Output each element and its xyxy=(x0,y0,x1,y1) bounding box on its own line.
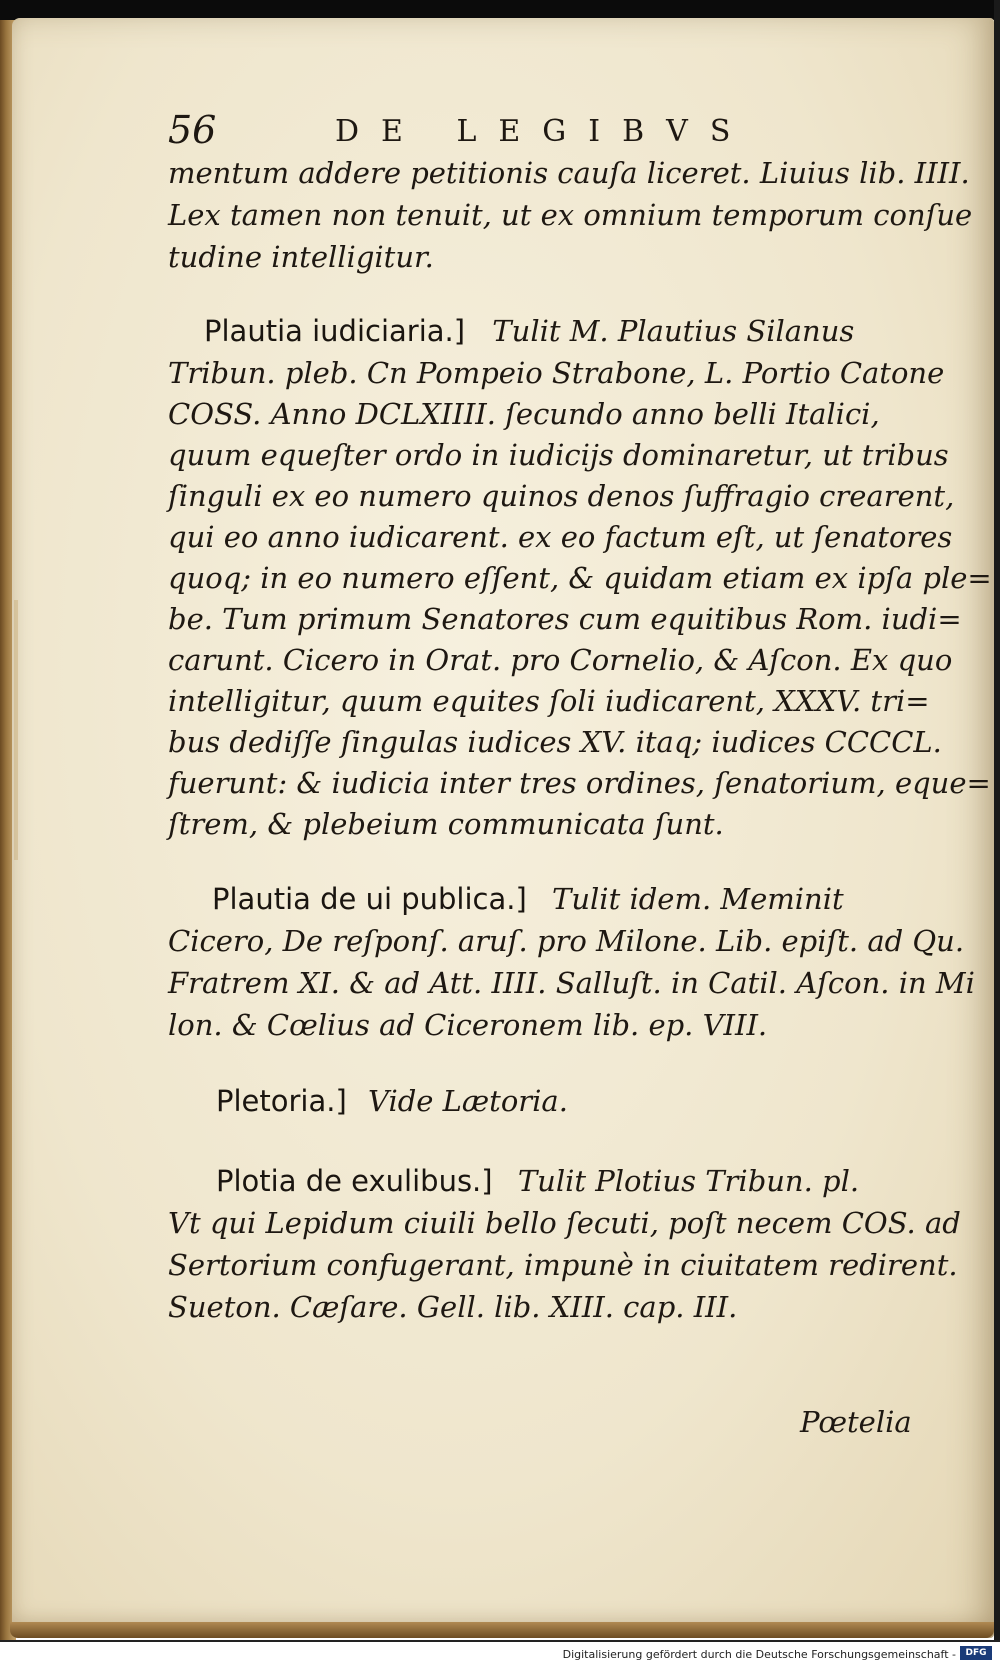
digitization-footer xyxy=(0,1640,1000,1667)
text-line: mentum addere petitionis cauſa liceret. Liuius lib. IIII. xyxy=(168,156,970,190)
running-head-title: DE LEGIBVS xyxy=(335,114,753,149)
text-line: Vt qui Lepidum ciuili bello ſecuti, poſt necem COS. ad xyxy=(168,1206,961,1240)
entry-text: Tulit M. Plautius Silanus xyxy=(492,314,855,348)
top-black-border xyxy=(0,0,1000,20)
text-line: carunt. Cicero in Orat. pro Cornelio, & Aſcon. Ex quo xyxy=(168,643,953,677)
text-line: be. Tum primum Senatores cum equitibus Rom. iudi= xyxy=(168,602,962,636)
text-line: Lex tamen non tenuit, ut ex omnium temporum conſue xyxy=(168,198,973,232)
entry-first-line xyxy=(216,1084,946,1118)
entry-first-line xyxy=(212,882,942,916)
catchword: Pœtelia xyxy=(800,1405,912,1439)
dfg-logo-icon: DFG xyxy=(960,1646,992,1660)
right-black-border xyxy=(994,0,1000,1665)
text-line: fuerunt: & iudicia inter tres ordines, ſenatorium, eque= xyxy=(168,766,991,800)
entry-first-line xyxy=(216,1164,946,1198)
entry-heading: Pletoria.] xyxy=(216,1084,347,1118)
text-line: Cicero, De reſponſ. aruſ. pro Milone. Lib. epiſt. ad Qu. xyxy=(168,924,965,958)
page-number: 56 xyxy=(168,108,217,152)
text-line: Sueton. Cæſare. Gell. lib. XIII. cap. III. xyxy=(168,1290,738,1324)
text-line: ſinguli ex eo numero quinos denos ſuffragio crearent, xyxy=(168,479,955,513)
text-line: quum equeſter ordo in iudicijs dominaretur, ut tribus xyxy=(168,438,949,472)
text-line: ſtrem, & plebeium communicata ſunt. xyxy=(168,807,724,841)
entry-heading: Plotia de exulibus.] xyxy=(216,1164,493,1198)
text-line: bus dediſſe ſingulas iudices XV. itaq; iudices CCCCL. xyxy=(168,725,942,759)
text-line: Sertorium confugerant, impunè in ciuitatem redirent. xyxy=(168,1248,958,1282)
text-line: Tribun. pleb. Cn Pompeio Strabone, L. Portio Catone xyxy=(168,356,945,390)
entry-heading: Plautia de ui publica.] xyxy=(212,882,527,916)
text-line: intelligitur, quum equites ſoli iudicarent, XXXV. tri= xyxy=(168,684,930,718)
entry-text: Tulit idem. Meminit xyxy=(552,882,844,916)
entry-first-line xyxy=(204,314,934,348)
entry-text: Vide Lætoria. xyxy=(368,1084,568,1118)
text-line: lon. & Cœlius ad Ciceronem lib. ep. VIII. xyxy=(168,1008,768,1042)
text-line: qui eo anno iudicarent. ex eo factum eſt, ut ſenatores xyxy=(168,520,953,554)
page-bottom-edge xyxy=(10,1622,994,1638)
text-line: COSS. Anno DCLXIIII. ſecundo anno belli Italici, xyxy=(168,397,880,431)
entry-heading: Plautia iudiciaria.] xyxy=(204,314,466,348)
text-line: quoq; in eo numero eſſent, & quidam etiam ex ipſa ple= xyxy=(168,561,992,595)
page-stain xyxy=(14,600,18,860)
text-line: tudine intelligitur. xyxy=(168,240,434,274)
entry-text: Tulit Plotius Tribun. pl. xyxy=(517,1164,860,1198)
footer-credit-text: Digitalisierung gefördert durch die Deutsche Forschungsgemeinschaft - xyxy=(562,1648,956,1661)
text-line: Fratrem XI. & ad Att. IIII. Salluſt. in Catil. Aſcon. in Mi xyxy=(168,966,975,1000)
